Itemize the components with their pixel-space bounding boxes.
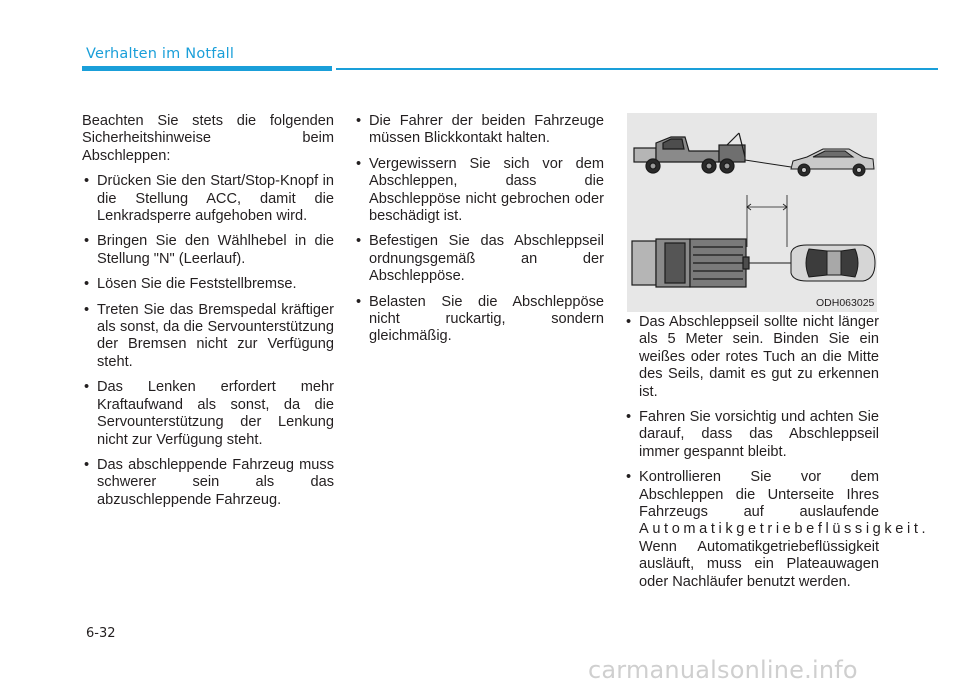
list-item-text: Wenn Automatikgetriebeflüssigkeit ausläuft, muss ein Plateauwagen oder Nachläufer benutzt werden. — [639, 538, 879, 590]
list-item: • Lösen Sie die Feststellbremse. — [82, 276, 334, 293]
list-item-text-spaced: Automatikgetriebeflüssigkeit. — [639, 521, 930, 538]
towing-illustration — [627, 113, 877, 312]
safety-list-1 — [82, 173, 334, 509]
tow-truck-top-icon — [632, 239, 749, 287]
safety-list-2 — [354, 113, 604, 346]
list-item: • Das Lenken erfordert mehr Kraftaufwand als sonst, da die Servounterstützung der Lenkung nicht zur Verfügung steht. — [82, 379, 334, 449]
list-item: • Belasten Sie die Abschleppöse nicht ruckartig, sondern gleichmäßig. — [354, 294, 604, 346]
list-item-text: Kontrollieren Sie vor dem Abschleppen die Unterseite Ihres Fahrzeugs auf auslaufende — [639, 469, 879, 521]
column-3 — [624, 314, 930, 599]
list-item: • Vergewissern Sie sich vor dem Abschleppen, dass die Abschleppöse nicht gebrochen oder beschädigt ist. — [354, 156, 604, 226]
tow-rope-side — [745, 160, 791, 167]
sedan-top-icon — [791, 245, 875, 281]
sedan-side-icon — [791, 149, 874, 176]
section-title: Verhalten im Notfall — [86, 46, 235, 62]
intro-paragraph: Beachten Sie stets die folgenden Sicherheitshinweise beim Abschleppen: — [82, 113, 334, 164]
tow-truck-side-icon — [634, 133, 745, 173]
safety-list-3 — [624, 314, 930, 591]
list-item: • Treten Sie das Bremspedal kräftiger als sonst, da die Servounterstützung der Bremsen nicht zur Verfügung steht. — [82, 302, 334, 372]
watermark: carmanualsonline.info — [588, 656, 858, 684]
page-number: 6-32 — [86, 626, 116, 641]
list-item — [624, 469, 930, 591]
header-rule-thin — [336, 68, 938, 70]
distance-marker-icon — [747, 195, 787, 247]
list-item: • Befestigen Sie das Abschleppseil ordnungsgemäß an der Abschleppöse. — [354, 233, 604, 285]
column-1 — [82, 113, 334, 517]
list-item: • Drücken Sie den Start/Stop-Knopf in die Stellung ACC, damit die Lenkradsperre aufgehoben wird. — [82, 173, 334, 225]
list-item: • Das Abschleppseil sollte nicht länger als 5 Meter sein. Binden Sie ein weißes oder rotes Tuch an die Mitte des Seils, damit es gut zu erkennen ist. — [624, 314, 879, 401]
list-item: • Bringen Sie den Wählhebel in die Stellung "N" (Leerlauf). — [82, 233, 334, 268]
list-item: • Fahren Sie vorsichtig und achten Sie darauf, dass das Abschleppseil immer gespannt bleibt. — [624, 409, 879, 461]
column-2 — [354, 113, 604, 354]
list-item: • Das abschleppende Fahrzeug muss schwerer sein als das abzuschleppende Fahrzeug. — [82, 457, 334, 509]
list-item: • Die Fahrer der beiden Fahrzeuge müssen Blickkontakt halten. — [354, 113, 604, 148]
figure-code: ODH063025 — [816, 297, 875, 309]
header-rule-thick — [82, 66, 332, 71]
